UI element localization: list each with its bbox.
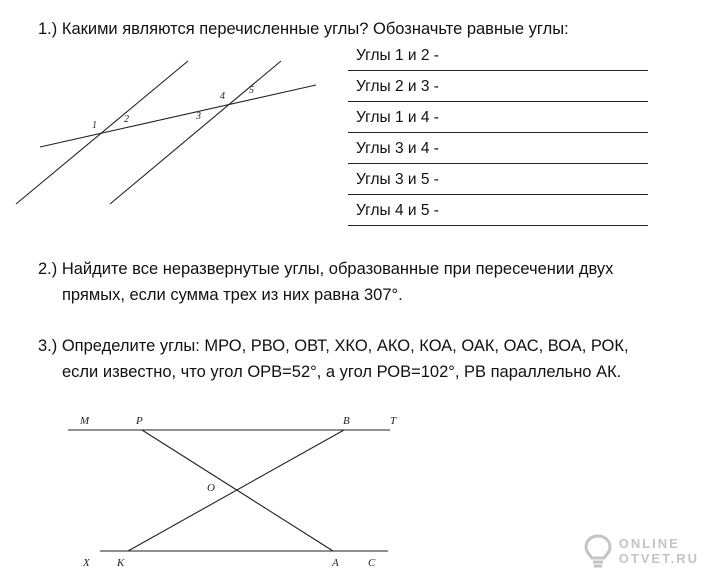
task-1-text: 1.) Какими являются перечисленные углы? Обозначьте равные углы: — [38, 20, 569, 38]
task-2-text — [38, 256, 613, 308]
answer-row[interactable]: Углы 4 и 5 - — [348, 195, 648, 226]
angle-label-3: 3 — [196, 111, 201, 122]
point-label-x: X — [83, 557, 90, 569]
answer-row[interactable]: Углы 1 и 2 - — [348, 40, 648, 71]
task-3-text — [38, 333, 629, 385]
watermark-line-2: OTVET.RU — [618, 551, 699, 566]
parallel-line-right — [110, 61, 281, 204]
watermark-line-1: ONLINE — [618, 536, 680, 551]
parallel-line-left — [16, 61, 188, 204]
task-3-line-1: 3.) Определите углы: МРО, РВО, ОВТ, ХКО, АКО, КОА, ОАК, ОАС, ВОА, РОК, — [38, 337, 629, 355]
watermark — [583, 533, 699, 569]
angle-label-5: 5 — [249, 85, 254, 96]
point-label-o: O — [207, 482, 215, 494]
answer-row[interactable]: Углы 1 и 4 - — [348, 102, 648, 133]
segment-bk — [128, 430, 344, 551]
lightbulb-icon — [583, 533, 613, 569]
angle-label-2: 2 — [124, 114, 129, 125]
point-label-p: P — [136, 415, 143, 427]
answer-row[interactable]: Углы 3 и 5 - — [348, 164, 648, 195]
transversal-line — [40, 85, 316, 147]
point-label-a: A — [332, 557, 339, 569]
task-2-line-1: 2.) Найдите все неразвернутые углы, образованные при пересечении двух — [38, 260, 614, 278]
answer-row[interactable]: Углы 3 и 4 - — [348, 133, 648, 164]
point-label-t: T — [390, 415, 397, 427]
answer-row[interactable]: Углы 2 и 3 - — [348, 71, 648, 102]
point-label-c: C — [368, 557, 376, 569]
answer-table — [348, 40, 648, 226]
angle-label-1: 1 — [92, 120, 97, 131]
point-label-k: K — [117, 557, 125, 569]
task-2-line-2: прямых, если сумма трех из них равна 307°. — [62, 286, 403, 304]
point-label-b: B — [343, 415, 350, 427]
segment-pa — [142, 430, 333, 551]
task-3-line-2: если известно, что угол ОРВ=52°, а угол РОВ=102°, РВ параллельно АК. — [62, 363, 622, 381]
angle-label-4: 4 — [220, 91, 225, 102]
point-label-m: M — [80, 415, 90, 427]
